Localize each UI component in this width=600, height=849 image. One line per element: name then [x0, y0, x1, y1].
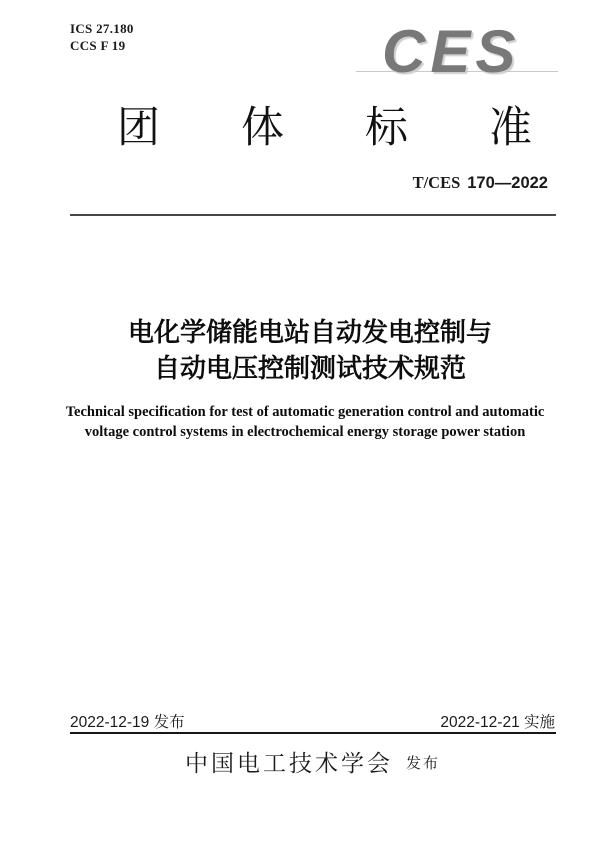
standard-number [413, 173, 548, 193]
classification-codes [70, 20, 134, 54]
implementation-date: 2022-12-21 实施 [440, 714, 555, 731]
standard-number-prefix: T/CES [412, 173, 461, 192]
doc-type-char: 标 [365, 104, 408, 152]
ics-code: ICS 27.180 [70, 21, 134, 36]
ces-logo-text: CES [382, 18, 521, 85]
header-rule [70, 214, 556, 216]
publisher-name: 中国电工技术学会 [184, 750, 393, 776]
doc-type-char: 准 [489, 104, 532, 152]
publisher-action-label: 发布 [405, 755, 440, 772]
publisher-row [70, 745, 555, 778]
issue-date: 2022-12-19 发布 [70, 714, 185, 731]
doc-type-char: 体 [241, 104, 284, 152]
doc-type-char: 团 [117, 104, 160, 152]
ces-logo [356, 18, 558, 96]
ccs-code: CCS F 19 [70, 38, 126, 53]
main-title-line1: 电化学储能电站自动发电控制与 [127, 317, 492, 347]
main-title-zh [20, 314, 600, 386]
en-title-line1: Technical specification for test of automatic generation control and automatic [65, 404, 545, 420]
doc-type-heading [117, 106, 532, 150]
standard-number-code: 170—2022 [467, 174, 548, 192]
footer-rule [70, 732, 556, 734]
dates-row [70, 710, 555, 732]
main-title-en [10, 403, 600, 442]
main-title-line2: 自动电压控制测试技术规范 [153, 353, 466, 383]
en-title-line2: voltage control systems in electrochemical energy storage power station [84, 423, 526, 440]
